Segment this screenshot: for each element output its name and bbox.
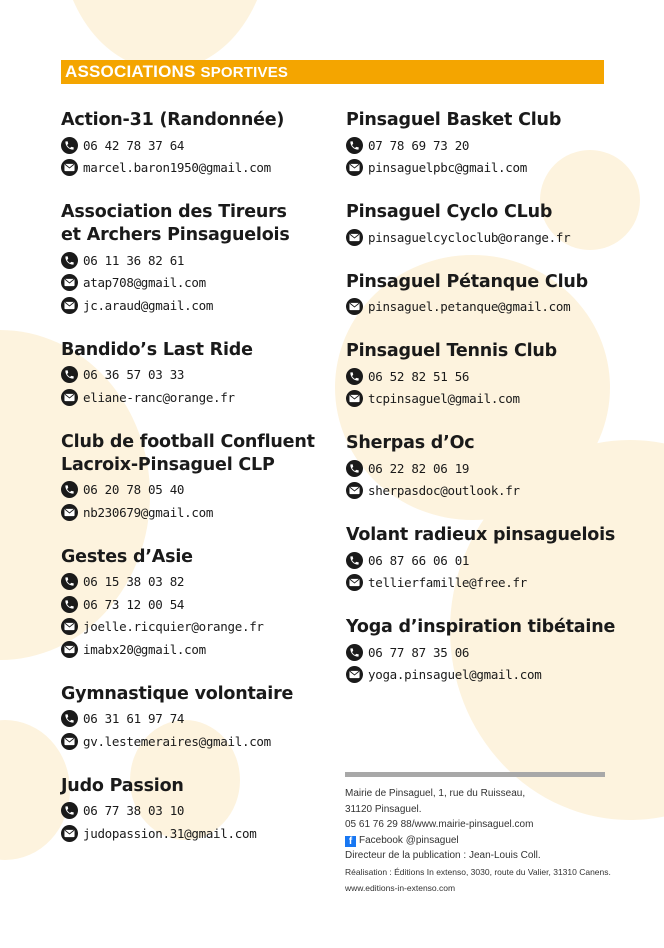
- email-icon: [61, 618, 78, 635]
- email-address[interactable]: joelle.ricquier@orange.fr: [83, 619, 264, 635]
- association-name: [61, 201, 331, 247]
- association-name-line: Gestes d’Asie: [61, 546, 193, 567]
- phone-number[interactable]: 06 22 82 06 19: [368, 460, 470, 476]
- footer-publication-info: [345, 772, 611, 896]
- email-address[interactable]: imabx20@gmail.com: [83, 641, 206, 657]
- email-icon: [61, 504, 78, 521]
- phone-icon: [61, 573, 78, 590]
- association-name: [61, 683, 331, 706]
- association-pinsaguel-petanque-club: [346, 271, 616, 319]
- left-association-column: [61, 109, 331, 867]
- section-banner: [61, 60, 604, 84]
- association-volant-radieux-pinsaguelois: [346, 524, 616, 594]
- association-association-des-tireurs-et-archers-pinsaguelois: [61, 201, 331, 317]
- phone-number[interactable]: 06 31 61 97 74: [83, 711, 185, 727]
- association-name-line: Sherpas d’Oc: [346, 433, 475, 453]
- association-name: [346, 271, 616, 294]
- association-name-line: Bandido’s Last Ride: [61, 339, 253, 360]
- email-address[interactable]: pinsaguelpbc@gmail.com: [368, 160, 527, 176]
- email-contact: [346, 296, 616, 319]
- email-address[interactable]: marcel.baron1950@gmail.com: [83, 160, 271, 176]
- email-icon: [61, 297, 78, 314]
- phone-contact: [346, 549, 616, 572]
- association-action-31-randonnee: [61, 109, 331, 179]
- phone-number[interactable]: 06 15 38 03 82: [83, 574, 185, 590]
- phone-icon: [346, 460, 363, 477]
- email-contact: [61, 730, 331, 753]
- email-icon: [346, 482, 363, 499]
- association-pinsaguel-basket-club: [346, 109, 616, 179]
- phone-contact: [61, 708, 331, 731]
- phone-icon: [61, 710, 78, 727]
- email-address[interactable]: gv.lestemeraires@gmail.com: [83, 733, 271, 749]
- association-name: [61, 546, 331, 569]
- phone-icon: [61, 802, 78, 819]
- association-name: [346, 201, 616, 224]
- phone-icon: [346, 368, 363, 385]
- association-name-line: Association des Tireurs: [61, 202, 287, 222]
- email-icon: [61, 825, 78, 842]
- email-address[interactable]: sherpasdoc@outlook.fr: [368, 483, 520, 499]
- association-name: [346, 524, 616, 547]
- association-pinsaguel-cyclo-club: [346, 201, 616, 249]
- association-name: [346, 340, 616, 363]
- association-name-line: Pinsaguel Basket Club: [346, 110, 562, 130]
- email-icon: [61, 641, 78, 658]
- phone-number[interactable]: 06 77 38 03 10: [83, 803, 185, 819]
- phone-number[interactable]: 06 77 87 35 06: [368, 644, 470, 660]
- association-pinsaguel-tennis-club: [346, 340, 616, 410]
- association-name: [61, 775, 331, 798]
- phone-contact: [346, 457, 616, 480]
- email-icon: [61, 274, 78, 291]
- email-contact: [346, 664, 616, 687]
- association-name-line: Judo Passion: [61, 775, 184, 796]
- banner-title-part1: ASSOCIATIONS: [65, 62, 196, 81]
- association-name-line: Action-31 (Randonnée): [61, 110, 285, 130]
- phone-contact: [61, 364, 331, 387]
- email-address[interactable]: pinsaguel.petanque@gmail.com: [368, 299, 571, 315]
- phone-icon: [346, 552, 363, 569]
- email-icon: [61, 389, 78, 406]
- phone-number[interactable]: 06 87 66 06 01: [368, 552, 470, 568]
- email-address[interactable]: tcpinsaguel@gmail.com: [368, 391, 520, 407]
- association-judo-passion: [61, 775, 331, 845]
- phone-contact: [346, 641, 616, 664]
- email-contact: [61, 501, 331, 524]
- email-address[interactable]: pinsaguelcycloclub@orange.fr: [368, 229, 571, 245]
- email-contact: [61, 616, 331, 639]
- association-sherpas-d-oc: [346, 432, 616, 502]
- email-icon: [346, 298, 363, 315]
- right-association-column: [346, 109, 616, 708]
- footer-contact-line[interactable]: 05 61 76 29 88/www.mairie-pinsaguel.com: [345, 819, 534, 830]
- association-name: [61, 431, 331, 477]
- association-name: [346, 432, 616, 455]
- email-icon: [61, 159, 78, 176]
- association-name-line: Gymnastique volontaire: [61, 683, 294, 704]
- footer-facebook[interactable]: [345, 833, 605, 849]
- email-contact: [61, 638, 331, 661]
- email-address[interactable]: atap708@gmail.com: [83, 275, 206, 291]
- phone-contact: [61, 134, 331, 157]
- email-address[interactable]: eliane-ranc@orange.fr: [83, 389, 235, 405]
- email-contact: [61, 294, 331, 317]
- email-address[interactable]: tellierfamille@free.fr: [368, 575, 527, 591]
- email-contact: [346, 572, 616, 595]
- footer-facebook-text[interactable]: Facebook @pinsaguel: [359, 834, 459, 846]
- email-contact: [346, 157, 616, 180]
- phone-icon: [61, 596, 78, 613]
- phone-contact: [346, 134, 616, 157]
- phone-contact: [61, 571, 331, 594]
- email-address[interactable]: judopassion.31@gmail.com: [83, 825, 257, 841]
- association-name: [61, 339, 331, 362]
- association-name-line: Club de football Confluent: [61, 431, 315, 452]
- association-name-line: Lacroix-Pinsaguel CLP: [61, 454, 275, 475]
- phone-contact: [61, 593, 331, 616]
- email-contact: [61, 386, 331, 409]
- email-icon: [346, 666, 363, 683]
- association-name: [346, 616, 616, 639]
- footer-director: Directeur de la publication : Jean-Louis Coll.: [345, 850, 541, 861]
- association-name-line: Pinsaguel Pétanque Club: [346, 271, 588, 292]
- phone-number[interactable]: 06 73 12 00 54: [83, 596, 185, 612]
- email-contact: [346, 480, 616, 503]
- email-icon: [346, 229, 363, 246]
- banner-title-part2: SPORTIVES: [200, 64, 289, 81]
- association-name-line: Pinsaguel Tennis Club: [346, 341, 557, 361]
- email-contact: [346, 388, 616, 411]
- email-address[interactable]: nb230679@gmail.com: [83, 504, 214, 520]
- phone-number[interactable]: 06 11 36 82 61: [83, 252, 185, 268]
- footer-address-line1: Mairie de Pinsaguel, 1, rue du Ruisseau,: [345, 788, 526, 799]
- footer-website[interactable]: www.editions-in-extenso.com: [345, 882, 456, 893]
- phone-icon: [61, 137, 78, 154]
- email-contact: [61, 822, 331, 845]
- email-contact: [346, 226, 616, 249]
- footer-rule: [345, 772, 605, 777]
- association-yoga-d-inspiration-tibetaine: [346, 616, 616, 686]
- association-gestes-d-asie: [61, 546, 331, 661]
- phone-icon: [346, 644, 363, 661]
- footer-address-line2: 31120 Pinsaguel.: [345, 803, 422, 815]
- phone-number[interactable]: 06 36 57 03 33: [83, 367, 185, 383]
- phone-icon: [61, 481, 78, 498]
- association-club-de-football-confluent-lacroix-pinsaguel-clp: [61, 431, 331, 524]
- phone-icon: [61, 252, 78, 269]
- email-icon: [346, 159, 363, 176]
- association-name-line: Yoga d’inspiration tibétaine: [346, 617, 616, 637]
- facebook-icon: f: [345, 836, 356, 847]
- email-address[interactable]: yoga.pinsaguel@gmail.com: [368, 667, 542, 683]
- association-name: [346, 109, 616, 132]
- association-name-line: et Archers Pinsaguelois: [61, 225, 290, 245]
- association-name-line: Volant radieux pinsaguelois: [346, 525, 616, 545]
- email-address[interactable]: jc.araud@gmail.com: [83, 297, 214, 313]
- decor-circle-bottom-left-2: [0, 720, 70, 860]
- phone-contact: [61, 249, 331, 272]
- email-icon: [346, 574, 363, 591]
- footer-realisation: Réalisation : Éditions In extenso, 3030, route du Valier, 31310 Canens.: [345, 866, 611, 877]
- phone-icon: [61, 366, 78, 383]
- association-name-line: Pinsaguel Cyclo CLub: [346, 202, 553, 222]
- phone-number[interactable]: 06 52 82 51 56: [368, 368, 470, 384]
- phone-contact: [61, 800, 331, 823]
- phone-number[interactable]: 06 20 78 05 40: [83, 482, 185, 498]
- phone-icon: [346, 137, 363, 154]
- phone-contact: [346, 365, 616, 388]
- email-contact: [61, 157, 331, 180]
- association-gymnastique-volontaire: [61, 683, 331, 753]
- email-icon: [61, 733, 78, 750]
- association-name: [61, 109, 331, 132]
- phone-contact: [61, 479, 331, 502]
- email-icon: [346, 390, 363, 407]
- phone-number[interactable]: 06 42 78 37 64: [83, 137, 185, 153]
- association-bandido-s-last-ride: [61, 339, 331, 409]
- phone-number[interactable]: 07 78 69 73 20: [368, 137, 470, 153]
- email-contact: [61, 272, 331, 295]
